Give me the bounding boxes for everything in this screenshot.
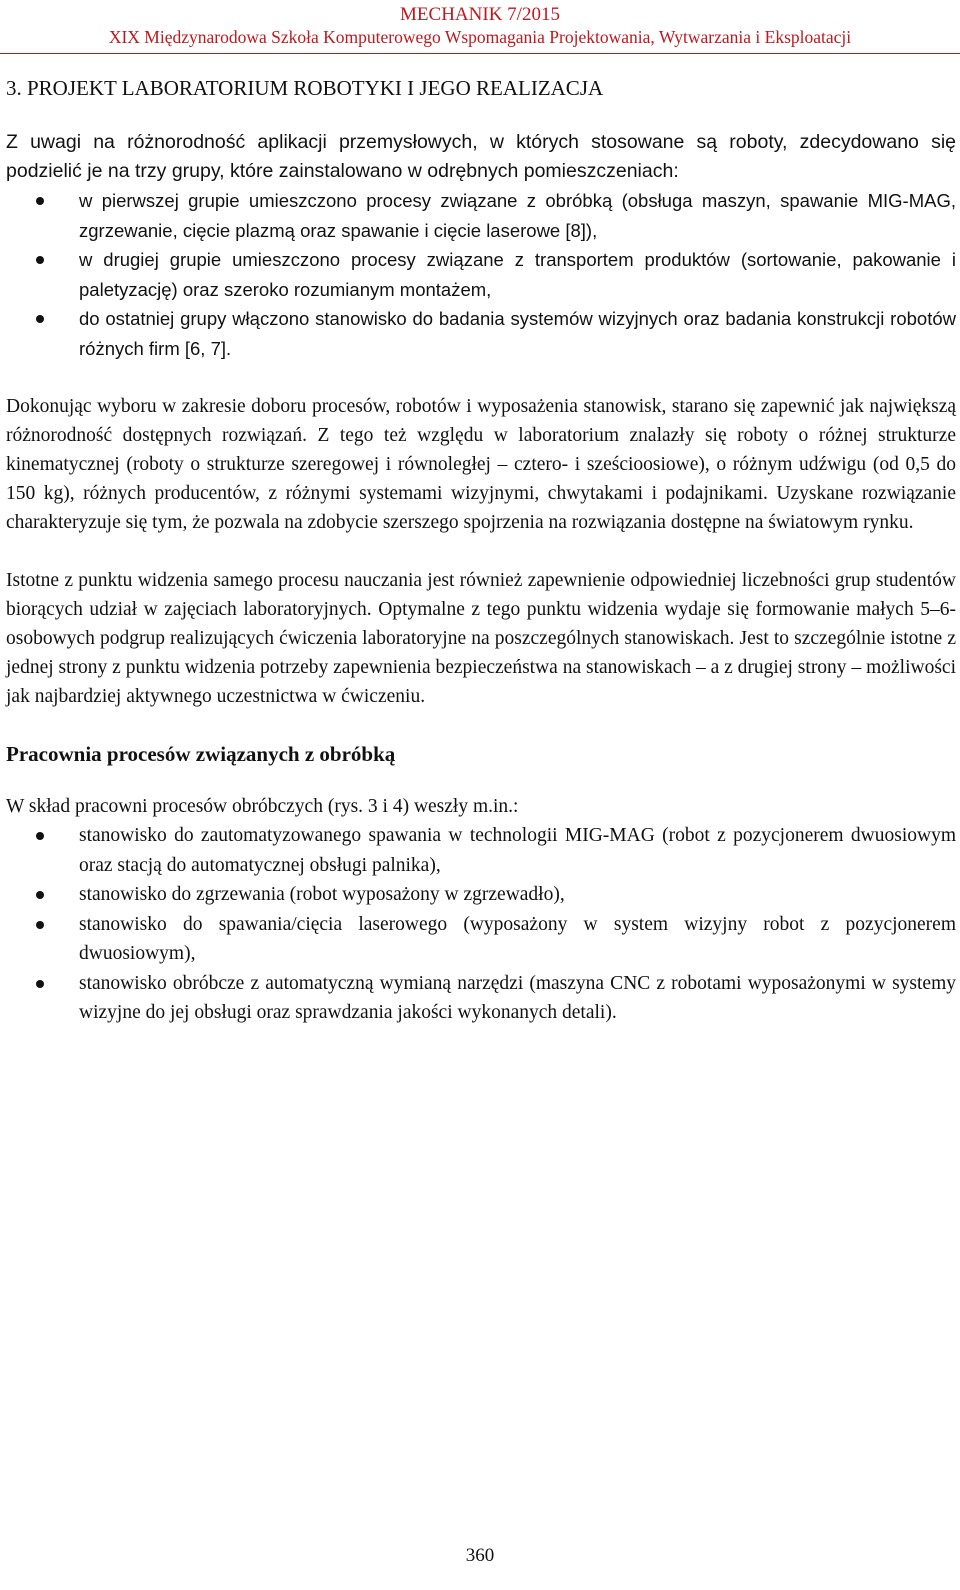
list-item-text: stanowisko do zautomatyzowanego spawania w technologii MIG-MAG (robot z pozycjonerem dwuosiowym oraz stacją do automatycznej obsługi palnika), — [79, 825, 956, 876]
main-content — [6, 74, 956, 1028]
running-header — [0, 4, 960, 48]
list-item-text: do ostatniej grupy włączono stanowisko do badania systemów wizyjnych oraz badania konstrukcji robotów różnych firm [6, 7]. — [79, 308, 956, 359]
paragraph-teaching: Istotne z punktu widzenia samego procesu nauczania jest również zapewnienie odpowiedniej liczebności grup studentów biorących udział w zajęciach laboratoryjnych. Optymalne z tego punktu widzenia wydaje się formowanie małych 5–6-osobowych podgrup realizujących ćwiczenia laboratoryjne na poszczególnych stanowiskach. Jest to szczególnie istotne z jednej strony z punktu widzenia potrzeby zapewnienia bezpieczeństwa na stanowiskach – a z drugiej strony – możliwości jak najbardziej aktywnego uczestnictwa w ćwiczeniu. — [6, 570, 956, 707]
bullet-icon — [36, 832, 44, 840]
list-item — [6, 969, 956, 1028]
stations-list — [6, 821, 956, 1028]
intro-block — [6, 128, 956, 363]
subsection-heading: Pracownia procesów związanych z obróbką — [6, 742, 396, 766]
bullet-icon — [36, 197, 44, 205]
header-divider — [0, 53, 960, 54]
page-number: 360 — [465, 1545, 495, 1566]
bullet-icon — [36, 256, 44, 264]
list-item-text: stanowisko do spawania/cięcia laserowego (wyposażony w system wizyjny robot z pozycjonerem dwuosiowym), — [79, 913, 956, 964]
list-item — [6, 910, 956, 969]
subsection-intro: W skład pracowni procesów obróbczych (rys. 3 i 4) weszły m.in.: — [6, 796, 519, 817]
list-item — [6, 821, 956, 880]
intro-paragraph: Z uwagi na różnorodność aplikacji przemysłowych, w których stosowane są roboty, zdecydowano się podzielić je na trzy grupy, które zainstalowano w odrębnych pomieszczeniach: — [6, 131, 956, 182]
bullet-icon — [36, 891, 44, 899]
list-item — [6, 245, 956, 304]
journal-title: MECHANIK 7/2015 — [400, 4, 560, 25]
list-item-text: stanowisko obróbcze z automatyczną wymianą narzędzi (maszyna CNC z robotami wyposażonymi w systemy wizyjne do jej obsługi oraz sprawdzania jakości wykonanych detali). — [79, 972, 956, 1023]
list-item — [6, 304, 956, 363]
list-item-text: stanowisko do zgrzewania (robot wyposażony w zgrzewadło), — [79, 884, 565, 905]
bullet-icon — [36, 315, 44, 323]
list-item-text: w pierwszej grupie umieszczono procesy związane z obróbką (obsługa maszyn, spawanie MIG-MAG, zgrzewanie, cięcie plazmą oraz spawanie i cięcie laserowe [8]), — [79, 190, 956, 241]
paragraph-selection: Dokonując wyboru w zakresie doboru procesów, robotów i wyposażenia stanowisk, starano się zapewnić jak największą różnorodność dostępnych rozwiązań. Z tego też względu w laboratorium znalazły się roboty o różnej strukturze kinematycznej (roboty o strukturze szeregowej i równoległej – cztero- i sześcioosiowe), o różnym udźwigu (od 0,5 do 150 kg), różnych producentów, z różnymi systemami wizyjnymi, chwytakami i podajnikami. Uzyskane rozwiązanie charakteryzuje się tym, że pozwala na zdobycie szerszego spojrzenia na rozwiązania dostępne na światowym rynku. — [6, 396, 956, 533]
list-item — [6, 880, 956, 910]
list-item — [6, 186, 956, 245]
conference-title: XIX Międzynarodowa Szkoła Komputerowego Wspomagania Projektowania, Wytwarzania i Eksploatacji — [108, 27, 852, 47]
groups-list — [6, 186, 956, 363]
bullet-icon — [36, 980, 44, 988]
section-heading: 3. PROJEKT LABORATORIUM ROBOTYKI I JEGO REALIZACJA — [6, 76, 604, 100]
bullet-icon — [36, 921, 44, 929]
list-item-text: w drugiej grupie umieszczono procesy związane z transportem produktów (sortowanie, pakowanie i paletyzację) oraz szeroko rozumianym montażem, — [79, 249, 956, 300]
